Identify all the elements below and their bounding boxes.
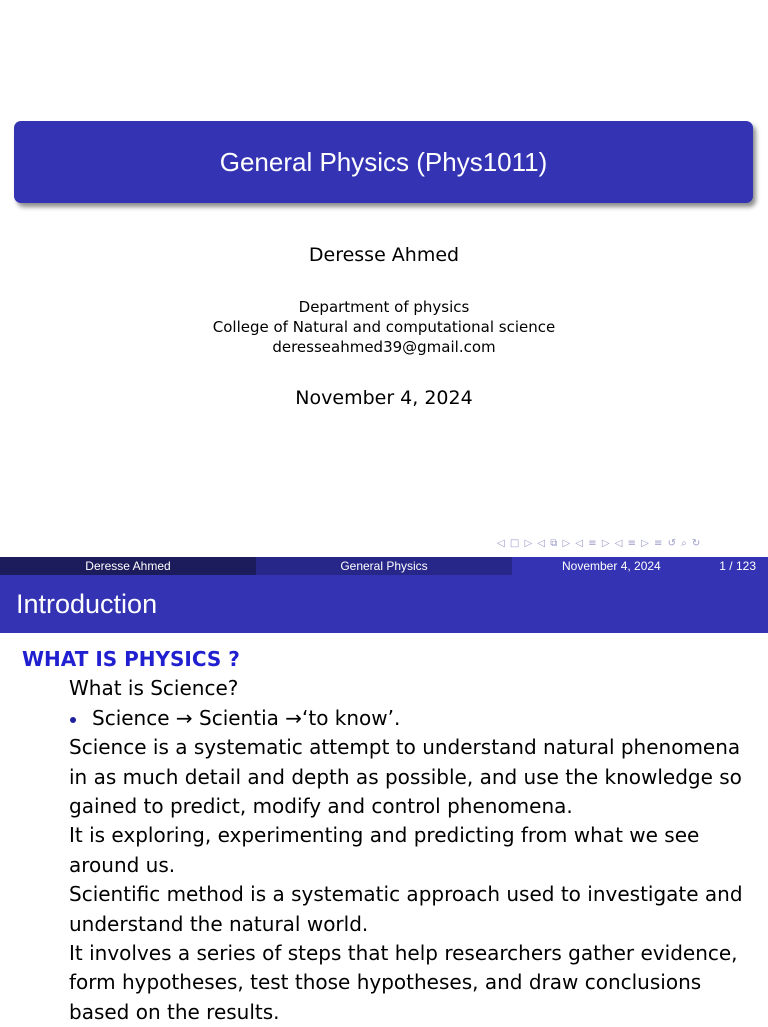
email: deresseahmed39@gmail.com — [272, 338, 496, 356]
footer-author: Deresse Ahmed — [0, 557, 256, 575]
college: College of Natural and computational science — [212, 318, 556, 336]
frame-body — [22, 645, 762, 1027]
page-number: 1 / 123 — [719, 559, 756, 573]
author: Deresse Ahmed — [308, 244, 460, 266]
paragraph: Scientific method is a systematic approach used to investigate and understand the natural world. — [69, 882, 743, 936]
bullet-item: Science → Scientia →‘to know’. — [22, 704, 762, 733]
slide-footer — [0, 557, 768, 575]
presentation-title: General Physics (Phys1011) — [14, 121, 753, 203]
date: November 4, 2024 — [295, 387, 473, 409]
block-heading: WHAT IS PHYSICS ? — [22, 647, 240, 671]
department: Department of physics — [298, 298, 470, 316]
paragraph: It is exploring, experimenting and predicting from what we see around us. — [69, 823, 700, 877]
frame-title: Introduction — [0, 575, 768, 633]
paragraph: What is Science? — [69, 676, 239, 701]
beamer-navigation-icons[interactable]: ◁ □ ▷ ◁ ⧉ ▷ ◁ ≡ ▷ ◁ ≡ ▷ ≡ ↺ ⌕ ↻ — [497, 538, 702, 549]
footer-date: November 4, 2024 — [562, 559, 661, 573]
footer-title: General Physics — [256, 557, 512, 575]
paragraph: Science is a systematic attempt to understand natural phenomena in as much detail and depth as possible, and use the knowledge so gained to predict, modify and control phenomena. — [69, 735, 742, 819]
institute — [0, 297, 768, 357]
paragraph: It involves a series of steps that help researchers gather evidence, form hypotheses, test those hypotheses, and draw conclusions based on the results. — [69, 941, 738, 1024]
